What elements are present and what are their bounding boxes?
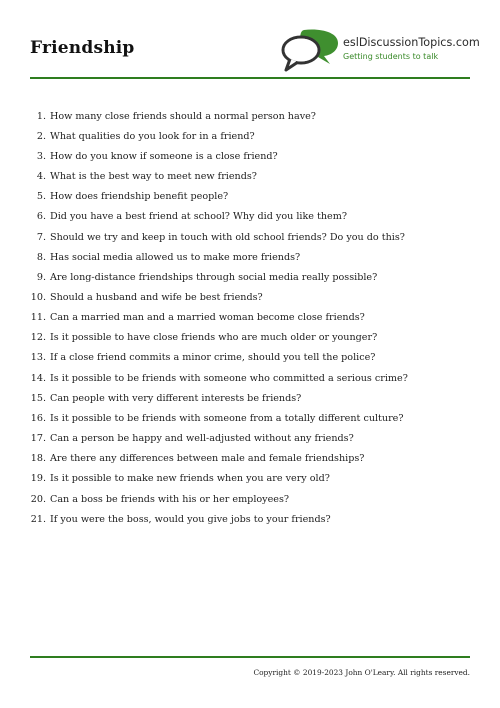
question-number: 18. bbox=[30, 453, 46, 465]
question-item bbox=[30, 166, 470, 186]
question-number: 4. bbox=[36, 171, 46, 183]
question-number: 16. bbox=[30, 412, 46, 424]
question-text: Are there any differences between male and female friendships? bbox=[50, 453, 365, 465]
question-text: Are long-distance friendships through social media really possible? bbox=[50, 271, 378, 283]
question-item bbox=[30, 489, 470, 509]
question-item bbox=[30, 247, 470, 267]
question-number: 17. bbox=[30, 433, 46, 445]
question-text: If a close friend commits a minor crime, should you tell the police? bbox=[50, 352, 376, 364]
question-item bbox=[30, 106, 470, 126]
question-text: Should a husband and wife be best friends? bbox=[50, 291, 263, 303]
footer-divider bbox=[30, 656, 470, 658]
copyright-notice: Copyright © 2019-2023 John O'Leary. All rights reserved. bbox=[253, 668, 470, 677]
speech-bubbles-icon bbox=[280, 28, 342, 74]
question-number: 6. bbox=[36, 211, 46, 223]
question-text: Can a boss be friends with his or her employees? bbox=[50, 493, 290, 505]
question-item bbox=[30, 348, 470, 368]
question-item bbox=[30, 429, 470, 449]
question-number: 8. bbox=[36, 251, 46, 263]
question-text: How does friendship benefit people? bbox=[50, 191, 229, 203]
question-number: 9. bbox=[36, 271, 46, 283]
logo-tagline: Getting students to talk bbox=[343, 52, 439, 61]
logo-site-name: eslDiscussionTopics.com bbox=[343, 36, 480, 49]
question-text: Has social media allowed us to make more friends? bbox=[50, 251, 301, 263]
question-item bbox=[30, 469, 470, 489]
question-item bbox=[30, 328, 470, 348]
site-logo[interactable] bbox=[280, 28, 480, 76]
question-number: 10. bbox=[30, 291, 46, 303]
question-number: 14. bbox=[30, 372, 46, 384]
question-item bbox=[30, 287, 470, 307]
question-text: Can people with very different interests be friends? bbox=[50, 392, 302, 404]
question-text: Is it possible to have close friends who are much older or younger? bbox=[50, 332, 378, 344]
question-item bbox=[30, 207, 470, 227]
question-text: What qualities do you look for in a friend? bbox=[50, 130, 255, 142]
question-item bbox=[30, 126, 470, 146]
question-text: Is it possible to make new friends when you are very old? bbox=[50, 473, 330, 485]
question-item bbox=[30, 449, 470, 469]
question-item bbox=[30, 368, 470, 388]
question-text: How many close friends should a normal person have? bbox=[50, 110, 316, 122]
question-item bbox=[30, 227, 470, 247]
question-text: Can a person be happy and well-adjusted without any friends? bbox=[50, 433, 354, 445]
question-number: 2. bbox=[36, 130, 46, 142]
question-number: 15. bbox=[30, 392, 46, 404]
question-item bbox=[30, 267, 470, 287]
question-number: 5. bbox=[36, 191, 46, 203]
question-item bbox=[30, 388, 470, 408]
question-number: 11. bbox=[30, 312, 46, 324]
question-text: Is it possible to be friends with someone who committed a serious crime? bbox=[50, 372, 408, 384]
question-item bbox=[30, 187, 470, 207]
question-item bbox=[30, 408, 470, 428]
question-item bbox=[30, 146, 470, 166]
question-number: 12. bbox=[30, 332, 46, 344]
question-text: If you were the boss, would you give jobs to your friends? bbox=[50, 513, 331, 525]
page-title: Friendship bbox=[30, 38, 135, 58]
question-number: 1. bbox=[36, 110, 46, 122]
question-item bbox=[30, 509, 470, 529]
question-text: How do you know if someone is a close friend? bbox=[50, 150, 278, 162]
question-number: 20. bbox=[30, 493, 46, 505]
question-text: Is it possible to be friends with someone from a totally different culture? bbox=[50, 412, 404, 424]
question-text: What is the best way to meet new friends? bbox=[50, 171, 257, 183]
question-number: 21. bbox=[30, 513, 46, 525]
question-text: Can a married man and a married woman become close friends? bbox=[50, 312, 365, 324]
question-number: 7. bbox=[36, 231, 46, 243]
question-number: 3. bbox=[36, 150, 46, 162]
question-number: 13. bbox=[30, 352, 46, 364]
question-list bbox=[30, 106, 470, 529]
question-text: Should we try and keep in touch with old school friends? Do you do this? bbox=[50, 231, 405, 243]
header-divider bbox=[30, 77, 470, 79]
question-text: Did you have a best friend at school? Why did you like them? bbox=[50, 211, 347, 223]
question-item bbox=[30, 308, 470, 328]
question-number: 19. bbox=[30, 473, 46, 485]
